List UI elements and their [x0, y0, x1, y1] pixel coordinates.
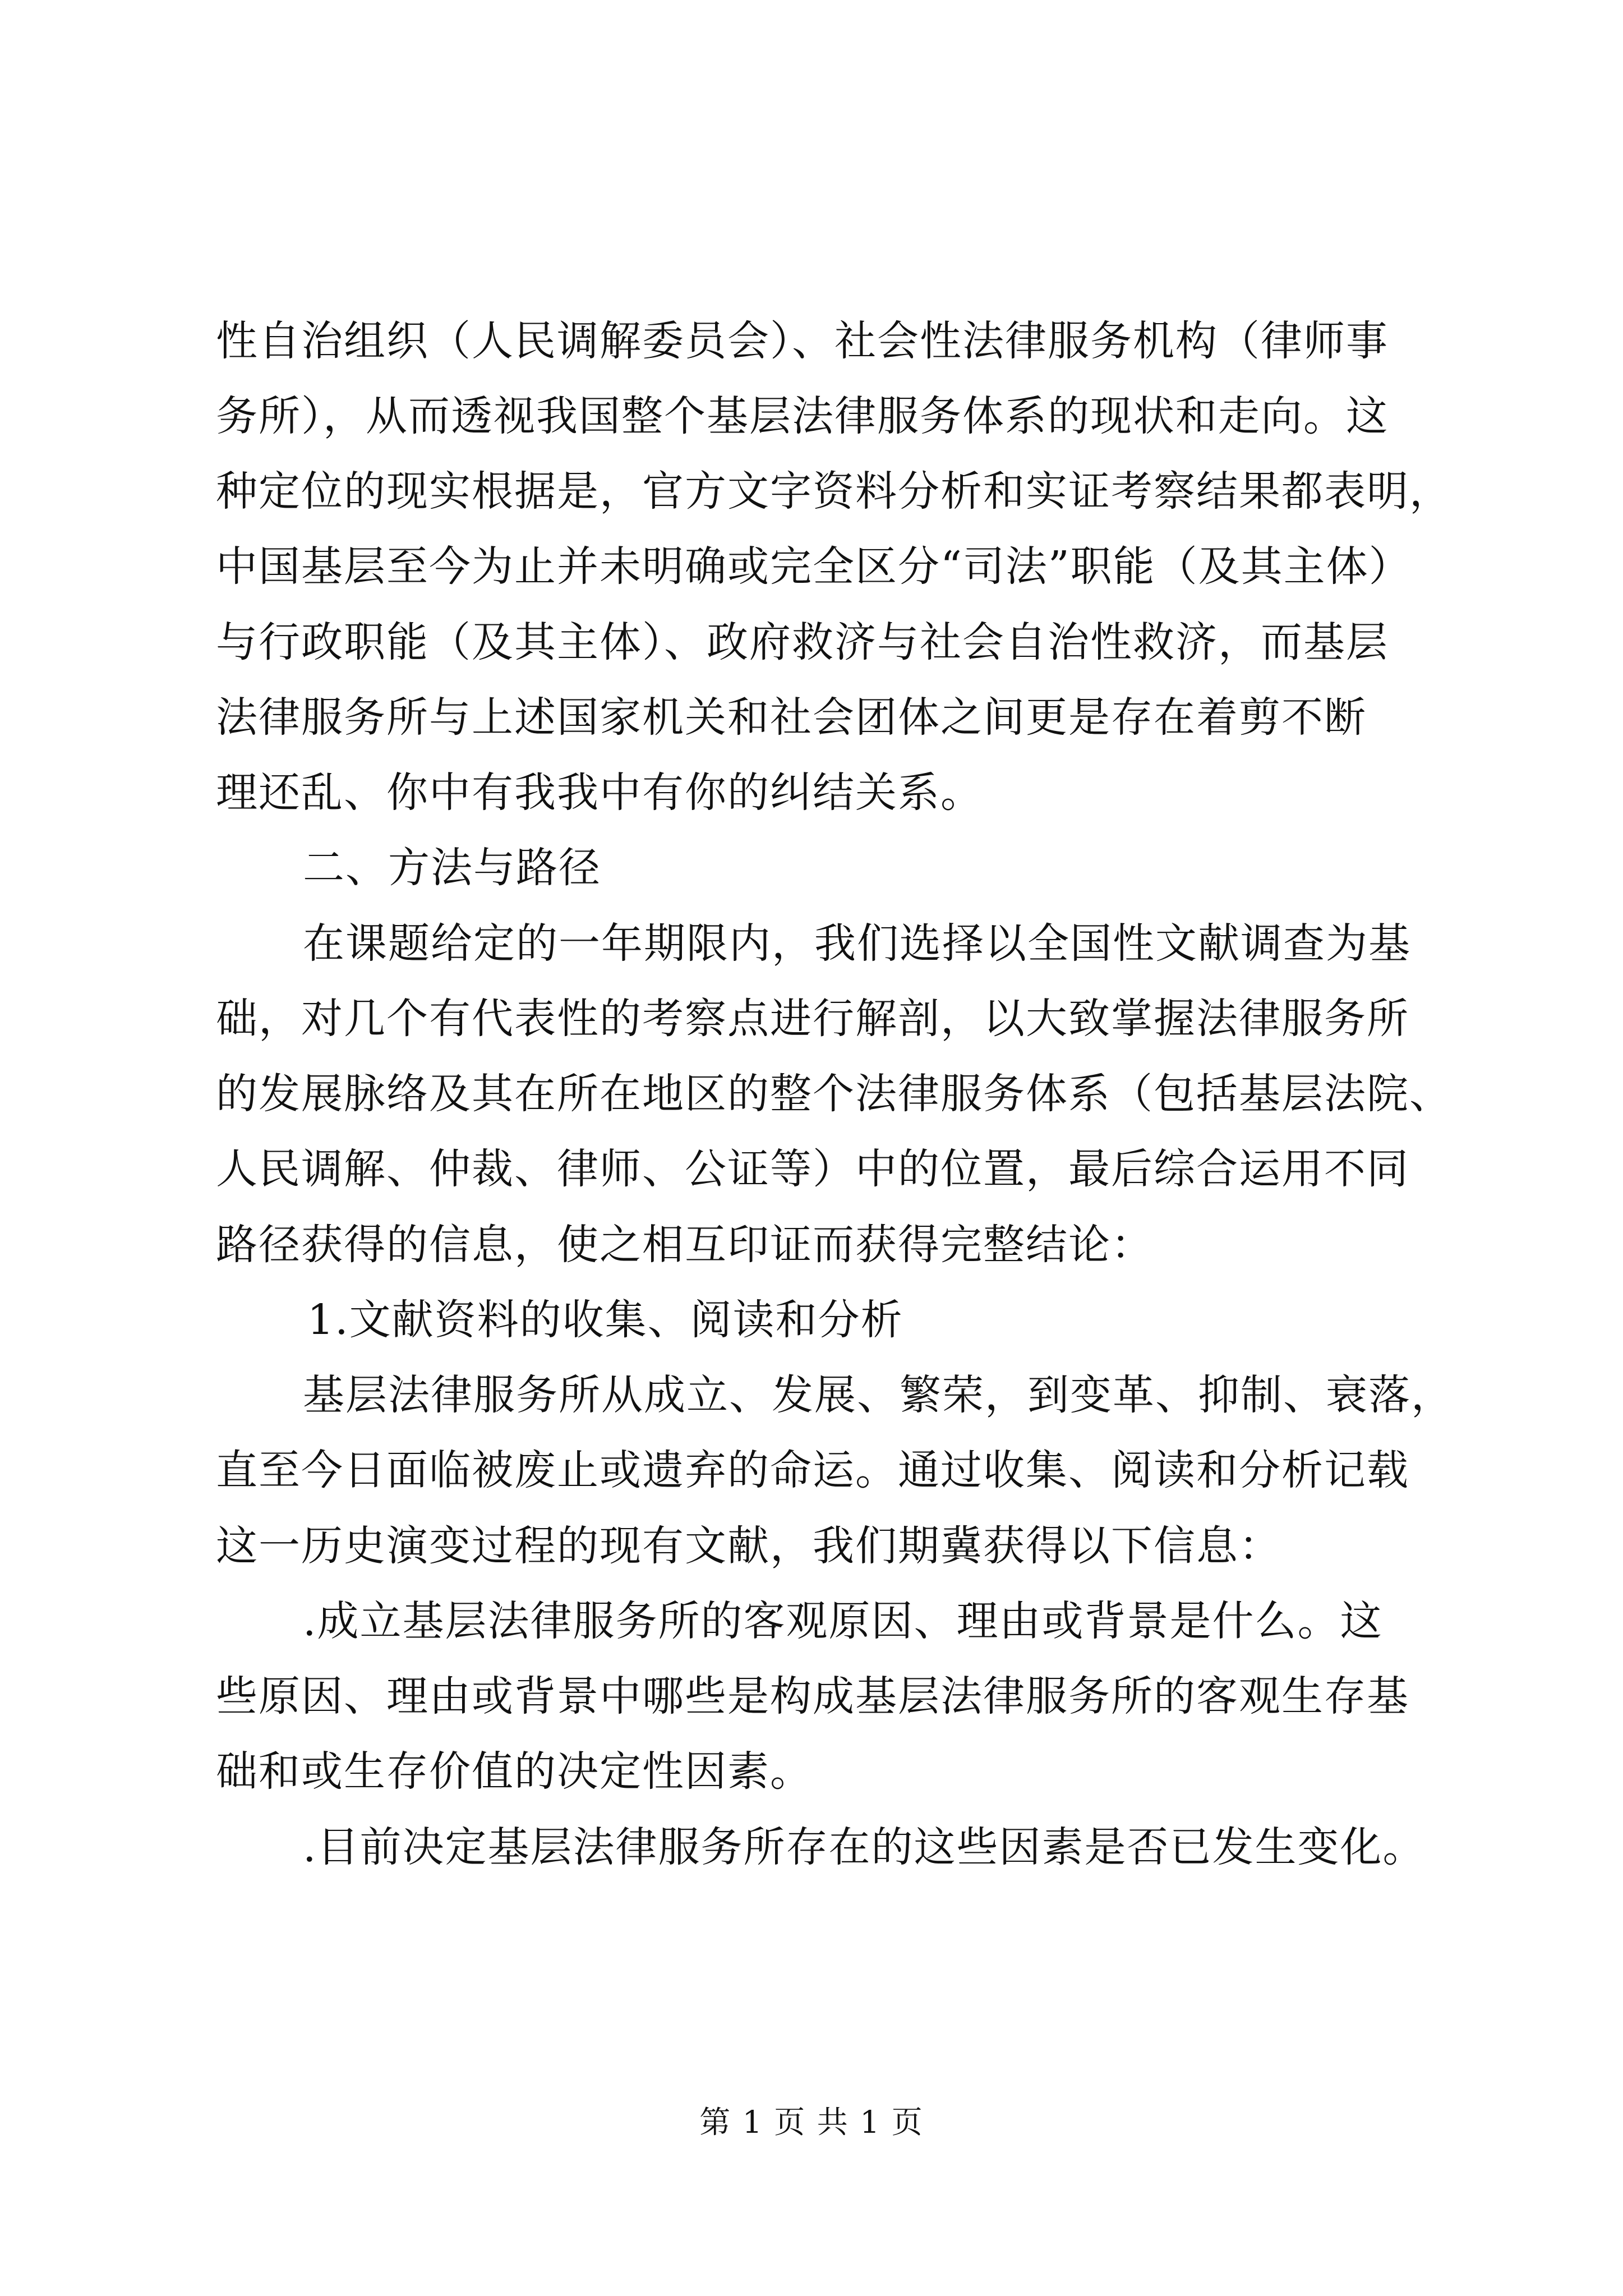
- text-line-19: 些原因、理由或背景中哪些是构成基层法律服务所的客观生存基: [216, 1672, 1409, 1720]
- subsection-heading: 1.文献资料的收集、阅读和分析: [307, 1296, 903, 1344]
- page-footer: 第 1 页 共 1 页: [699, 2104, 924, 2140]
- text-line-5: 与行政职能（及其主体）、政府救济与社会自治性救济，而基层: [216, 618, 1389, 666]
- text-line-13: 路径获得的信息，使之相互印证而获得完整结论：: [216, 1221, 1154, 1269]
- text-line-6: 法律服务所与上述国家机关和社会团体之间更是存在着剪不断: [216, 693, 1367, 742]
- text-line-1: 性自治组织（人民调解委员会）、社会性法律服务机构（律师事: [216, 317, 1389, 365]
- text-line-11: 的发展脉络及其在所在地区的整个法律服务体系（包括基层法院、: [216, 1070, 1452, 1118]
- text-line-7: 理还乱、你中有我我中有你的纠结关系。: [216, 769, 983, 817]
- text-line-15: 基层法律服务所从成立、发展、繁荣，到变革、抑制、衰落，: [303, 1371, 1454, 1419]
- text-line-9: 在课题给定的一年期限内，我们选择以全国性文献调查为基: [303, 919, 1411, 968]
- text-line-3: 种定位的现实根据是，官方文字资料分析和实证考察结果都表明，: [216, 467, 1452, 516]
- text-line-17: 这一历史演变过程的现有文献，我们期冀获得以下信息：: [216, 1522, 1281, 1570]
- text-line-20: 础和或生存价值的决定性因素。: [216, 1747, 813, 1796]
- text-line-4: 中国基层至今为止并未明确或完全区分“司法”职能（及其主体）: [216, 542, 1412, 591]
- text-line-16: 直至今日面临被废止或遗弃的命运。通过收集、阅读和分析记载: [216, 1446, 1409, 1494]
- section-heading: 二、方法与路径: [303, 844, 601, 892]
- text-line-2: 务所），从而透视我国整个基层法律服务体系的现状和走向。这: [216, 392, 1389, 440]
- text-line-18: .成立基层法律服务所的客观原因、理由或背景是什么。这: [303, 1597, 1383, 1645]
- text-line-10: 础，对几个有代表性的考察点进行解剖，以大致掌握法律服务所: [216, 995, 1409, 1043]
- text-line-21: .目前决定基层法律服务所存在的这些因素是否已发生变化。: [303, 1823, 1426, 1871]
- text-line-12: 人民调解、仲裁、律师、公证等）中的位置，最后综合运用不同: [216, 1145, 1409, 1193]
